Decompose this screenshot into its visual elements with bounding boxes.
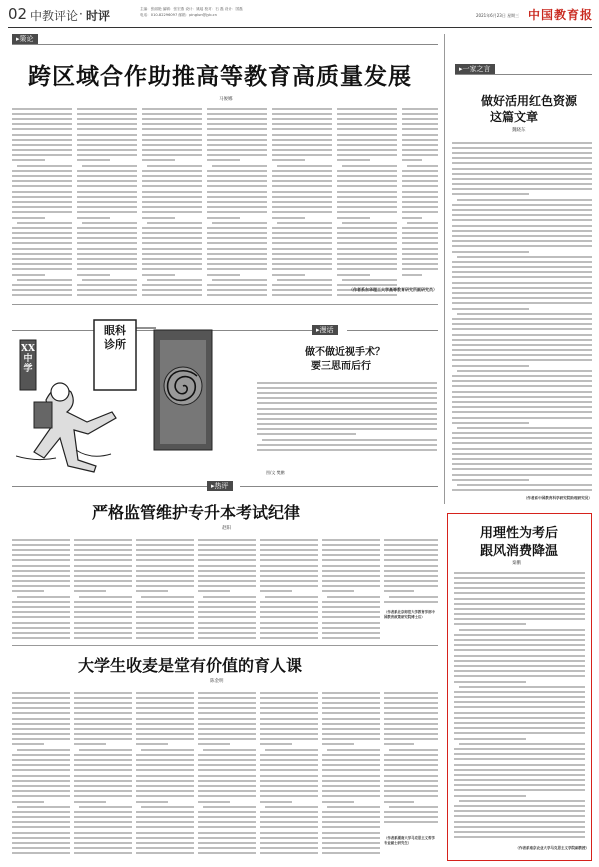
bottom-article-col-1 (12, 690, 70, 860)
text-line (322, 851, 380, 856)
issue-date: 2021年6月23日 星期三 (476, 13, 520, 18)
right-article-title-1: 做好活用红色资源 (481, 94, 578, 108)
top-article-col-7 (402, 106, 438, 282)
text-line (136, 636, 194, 641)
bottom-article-col-5 (260, 690, 318, 860)
clinic-sign: 眼科诊所 (104, 324, 126, 351)
text-line (452, 488, 592, 493)
text-line (77, 293, 137, 298)
masthead-logo: 中国教育报 (528, 8, 594, 22)
school-sign: XX中学 (21, 344, 35, 374)
hot-article-col-3 (136, 537, 194, 642)
section-tag-reping: ▸热评 (207, 481, 233, 491)
cartoon-credit: 图/文 樊鹏 (266, 470, 285, 475)
text-line (12, 636, 70, 641)
text-line (207, 293, 267, 298)
hypnotic-spiral (164, 367, 202, 405)
text-line (12, 851, 70, 856)
tag-rule (240, 486, 438, 487)
box-body (454, 570, 585, 842)
bottom-article-col-7 (384, 690, 438, 830)
tag-arrow-icon: ▸ (211, 482, 215, 490)
hot-article-title: 严格监管维护专升本考试纪律 (92, 503, 301, 522)
right-article-author: 魏晓东 (512, 128, 526, 133)
box-footnote: （作者系南京农业大学马克思主义学院副教授） (515, 846, 589, 850)
bottom-article-col-6 (322, 690, 380, 860)
section-tag-yijiazhiyan: ▸一家之言 (455, 64, 495, 74)
text-line (260, 851, 318, 856)
top-article-col-5 (272, 106, 332, 301)
top-article-col-4 (207, 106, 267, 301)
bottom-article-footnote: （作者系湖南大学马克思主义哲学专业硕士研究生） (384, 836, 435, 845)
box-author: 秦鹏 (512, 561, 521, 566)
highlight-box (447, 513, 592, 861)
page-header: 02 中教评论 · 时评 主编：张丽艳 编辑：张宏燕 设计：姚瑶 校对：石 磊 设计：国磊 电话：010-82296097 邮箱：pinglun@jyb.cn 2021年6月23日 星期三 中国教育报 (8, 5, 594, 23)
bottom-article-col-3 (136, 690, 194, 860)
section-name: 中教评论 (30, 9, 79, 23)
top-article-col-3 (142, 106, 202, 301)
text-line (454, 835, 585, 840)
tag-rule (12, 44, 438, 45)
top-article-col-6 (337, 106, 397, 301)
cartoon-title-2: 要三思而后行 (311, 361, 371, 372)
text-line (257, 447, 437, 452)
right-column-divider (444, 34, 445, 504)
editor-line-1: 主编：张丽艳 编辑：张宏燕 设计：姚瑶 校对：石 磊 设计：国磊 (140, 7, 243, 11)
tag-arrow-icon: ▸ (316, 326, 320, 334)
hot-article-author: 赵阳 (222, 526, 231, 531)
bottom-article-title: 大学生收麦是堂有价值的育人课 (78, 656, 303, 675)
hot-article-col-6 (322, 537, 380, 642)
text-line (384, 820, 438, 825)
top-article-col-1 (12, 106, 72, 301)
bottom-article-col-4 (198, 690, 256, 860)
box-title-1: 用理性为考后 (480, 526, 559, 541)
hot-article-col-4 (198, 537, 256, 642)
text-line (260, 636, 318, 641)
bottom-article-col-2 (74, 690, 132, 860)
right-article-body (452, 140, 592, 495)
hot-article-col-2 (74, 537, 132, 642)
text-line (337, 293, 397, 298)
tag-arrow-icon: ▸ (459, 65, 463, 73)
text-line (136, 851, 194, 856)
top-article-author: 马俊娜 (219, 97, 233, 102)
text-line (142, 293, 202, 298)
cartoon-title-1: 做不做近视手术？ (305, 347, 385, 358)
hot-article-col-1 (12, 537, 70, 642)
text-line (12, 293, 72, 298)
text-line (74, 851, 132, 856)
text-line (384, 599, 438, 604)
tag-rule (347, 330, 438, 331)
cartoon-illustration (16, 300, 246, 490)
cartoon-caption (257, 380, 437, 455)
text-line (322, 636, 380, 641)
tag-rule (12, 486, 207, 487)
text-line (402, 272, 438, 277)
hot-article-col-5 (260, 537, 318, 642)
text-line (198, 636, 256, 641)
text-line (198, 851, 256, 856)
page-number: 02 (8, 5, 28, 23)
subsection-name: 时评 (86, 9, 111, 23)
text-line (272, 293, 332, 298)
section-tag-celun: ▸策论 (12, 34, 38, 44)
cartoon-drawing (16, 300, 246, 490)
hot-article-footnote: （作者系北京师范大学教育学部中国教育政策研究院博士后） (384, 610, 435, 619)
hot-article-col-7 (384, 537, 438, 607)
right-article-footnote: （作者系中国教育科学研究院助理研究员） (523, 496, 592, 500)
box-title-2: 跟风消费降温 (480, 544, 559, 559)
section-tag-manhua: ▸漫话 (312, 325, 338, 335)
top-article-col-2 (77, 106, 137, 301)
top-article-title: 跨区域合作助推高等教育高质量发展 (28, 63, 412, 90)
right-article-title-2: 这篇文章 (490, 110, 539, 124)
bottom-article-author: 陈金明 (210, 679, 224, 684)
header-rule (8, 27, 592, 28)
top-article-footnote: （作者系东华理工大学高等教育研究所副研究员） (349, 287, 437, 292)
editor-line-2: 电话：010-82296097 邮箱：pinglun@jyb.cn (140, 13, 217, 17)
text-line (74, 636, 132, 641)
tag-rule (455, 74, 592, 75)
tag-arrow-icon: ▸ (16, 35, 20, 43)
hot-article-bottom-rule (12, 645, 438, 646)
